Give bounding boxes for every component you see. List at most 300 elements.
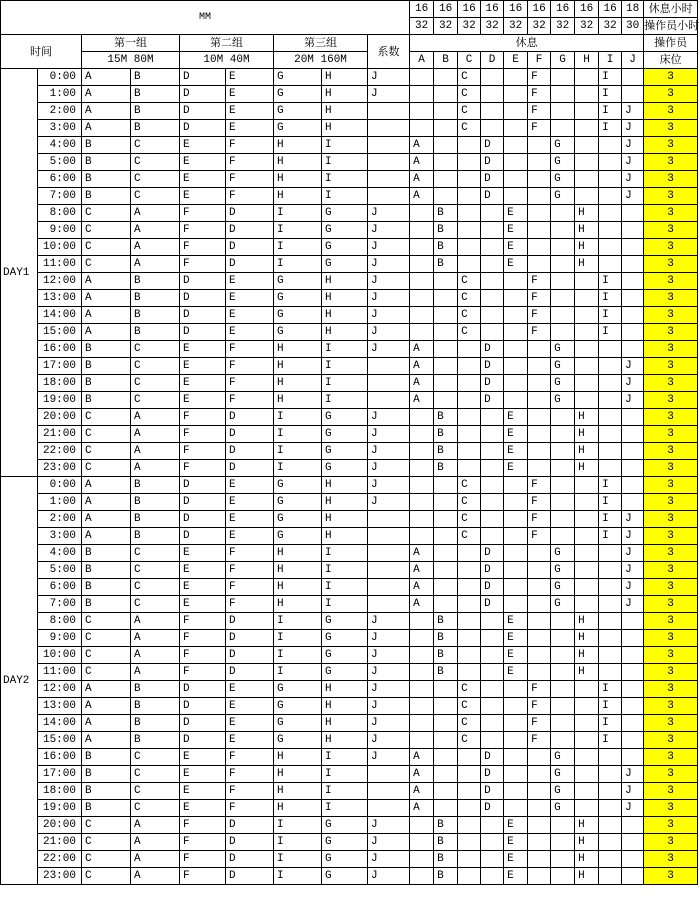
header-row-hours-rest: [1, 1, 698, 18]
group-cell: E: [180, 579, 226, 596]
time-cell: 15:00: [38, 324, 82, 341]
group-1-header: 第一组: [82, 35, 180, 52]
rest-cell: [528, 358, 551, 375]
group-cell: A: [131, 817, 180, 834]
rest-cell: [528, 749, 551, 766]
factor-cell: J: [368, 222, 410, 239]
group-cell: G: [274, 698, 322, 715]
schedule-row: [1, 358, 698, 375]
rest-cell: F: [528, 511, 551, 528]
group-cell: E: [180, 188, 226, 205]
group-cell: C: [131, 749, 180, 766]
rest-cell: J: [622, 511, 644, 528]
rest-cell: D: [481, 375, 504, 392]
group-cell: B: [131, 477, 180, 494]
rest-cell: [481, 715, 504, 732]
rest-cell: [599, 749, 622, 766]
rest-cell: [599, 647, 622, 664]
rest-cell: [504, 579, 528, 596]
group-cell: B: [131, 324, 180, 341]
rest-cell: [551, 868, 575, 885]
rest-cell: [434, 545, 458, 562]
group-cell: D: [180, 69, 226, 86]
group-cell: F: [180, 664, 226, 681]
rest-cell: A: [410, 596, 434, 613]
rest-cell: [458, 256, 481, 273]
rest-cell: [410, 103, 434, 120]
bed-cell: 3: [644, 86, 698, 103]
group-cell: E: [180, 766, 226, 783]
time-cell: 19:00: [38, 392, 82, 409]
group-cell: E: [180, 375, 226, 392]
rest-cell: J: [622, 579, 644, 596]
group-cell: I: [274, 834, 322, 851]
rest-cell: [575, 732, 599, 749]
title-cell: MM: [1, 1, 410, 35]
rest-cell: [434, 715, 458, 732]
rest-cell: [458, 817, 481, 834]
rest-cell: H: [575, 222, 599, 239]
group-cell: B: [131, 511, 180, 528]
rest-cell: A: [410, 545, 434, 562]
group-cell: F: [226, 545, 274, 562]
rest-cell: [599, 358, 622, 375]
group-cell: C: [82, 613, 131, 630]
operator-hours-cell: 32: [504, 18, 528, 35]
header-row-subs: [1, 52, 698, 69]
rest-cell: [434, 69, 458, 86]
rest-cell: [504, 562, 528, 579]
rest-cell: C: [458, 511, 481, 528]
bed-cell: 3: [644, 392, 698, 409]
rest-cell: I: [599, 103, 622, 120]
rest-cell: A: [410, 392, 434, 409]
rest-cell: [434, 290, 458, 307]
group-cell: B: [82, 596, 131, 613]
rest-cell: J: [622, 783, 644, 800]
rest-letter: G: [551, 52, 575, 69]
rest-cell: [528, 137, 551, 154]
group-cell: A: [82, 494, 131, 511]
rest-cell: B: [434, 630, 458, 647]
rest-cell: [622, 749, 644, 766]
group-cell: B: [82, 375, 131, 392]
time-cell: 23:00: [38, 868, 82, 885]
rest-cell: [458, 613, 481, 630]
rest-cell: E: [504, 817, 528, 834]
rest-cell: [434, 596, 458, 613]
group-cell: I: [322, 171, 368, 188]
group-cell: G: [274, 69, 322, 86]
rest-cell: [481, 528, 504, 545]
rest-cell: [622, 290, 644, 307]
group-cell: C: [82, 630, 131, 647]
group-cell: H: [322, 69, 368, 86]
group-cell: E: [226, 732, 274, 749]
group-cell: H: [322, 715, 368, 732]
group-cell: E: [226, 528, 274, 545]
factor-cell: J: [368, 681, 410, 698]
rest-cell: [434, 341, 458, 358]
rest-cell: [481, 103, 504, 120]
rest-cell: G: [551, 545, 575, 562]
group-cell: B: [131, 69, 180, 86]
rest-cell: A: [410, 154, 434, 171]
time-cell: 1:00: [38, 494, 82, 511]
rest-cell: [575, 698, 599, 715]
group-cell: H: [322, 477, 368, 494]
rest-cell: [434, 528, 458, 545]
group-cell: G: [274, 307, 322, 324]
group-cell: B: [131, 732, 180, 749]
rest-hours-cell: 16: [551, 1, 575, 18]
group-cell: A: [131, 443, 180, 460]
group-cell: D: [180, 511, 226, 528]
rest-cell: [434, 749, 458, 766]
rest-cell: [481, 307, 504, 324]
rest-cell: F: [528, 715, 551, 732]
rest-cell: [575, 103, 599, 120]
factor-cell: [368, 579, 410, 596]
factor-cell: J: [368, 290, 410, 307]
bed-cell: 3: [644, 358, 698, 375]
rest-cell: G: [551, 766, 575, 783]
group-cell: I: [274, 460, 322, 477]
group-cell: E: [180, 562, 226, 579]
rest-cell: [504, 681, 528, 698]
time-header: 时间: [1, 35, 82, 69]
rest-cell: [622, 69, 644, 86]
rest-letter: J: [622, 52, 644, 69]
time-cell: 13:00: [38, 698, 82, 715]
rest-cell: [622, 239, 644, 256]
group-cell: A: [131, 647, 180, 664]
rest-cell: [481, 205, 504, 222]
rest-cell: [504, 477, 528, 494]
rest-cell: [551, 256, 575, 273]
rest-cell: [481, 409, 504, 426]
rest-cell: [458, 562, 481, 579]
rest-cell: [434, 732, 458, 749]
time-cell: 10:00: [38, 239, 82, 256]
group-cell: B: [131, 120, 180, 137]
rest-cell: J: [622, 120, 644, 137]
group-cell: F: [180, 222, 226, 239]
group-cell: E: [226, 69, 274, 86]
rest-cell: [434, 511, 458, 528]
group-cell: C: [82, 205, 131, 222]
schedule-row: [1, 562, 698, 579]
rest-cell: E: [504, 409, 528, 426]
rest-cell: [622, 205, 644, 222]
rest-cell: [410, 290, 434, 307]
bed-cell: 3: [644, 834, 698, 851]
schedule-row: [1, 392, 698, 409]
rest-cell: [599, 409, 622, 426]
rest-cell: [481, 647, 504, 664]
rest-cell: [551, 647, 575, 664]
group-cell: E: [180, 154, 226, 171]
schedule-row: [1, 290, 698, 307]
rest-cell: [599, 596, 622, 613]
time-cell: 14:00: [38, 307, 82, 324]
rest-cell: [410, 307, 434, 324]
rest-cell: [551, 477, 575, 494]
group-cell: D: [180, 290, 226, 307]
group-cell: G: [322, 256, 368, 273]
group-cell: H: [322, 511, 368, 528]
rest-cell: [575, 494, 599, 511]
rest-cell: A: [410, 766, 434, 783]
group-cell: F: [226, 375, 274, 392]
rest-cell: [575, 545, 599, 562]
bed-cell: 3: [644, 681, 698, 698]
rest-cell: [575, 273, 599, 290]
factor-cell: J: [368, 256, 410, 273]
rest-cell: [599, 392, 622, 409]
rest-cell: G: [551, 375, 575, 392]
rest-cell: [599, 171, 622, 188]
rest-cell: [458, 222, 481, 239]
header-row-groups: [1, 35, 698, 52]
group-cell: B: [82, 579, 131, 596]
rest-cell: E: [504, 256, 528, 273]
group-cell: B: [131, 273, 180, 290]
rest-header: 休息: [410, 35, 644, 52]
group-cell: F: [226, 596, 274, 613]
rest-cell: J: [622, 154, 644, 171]
group-cell: I: [274, 647, 322, 664]
schedule-row: [1, 426, 698, 443]
rest-cell: E: [504, 613, 528, 630]
group-cell: G: [274, 511, 322, 528]
rest-cell: [481, 817, 504, 834]
group-cell: D: [226, 630, 274, 647]
group-cell: A: [82, 290, 131, 307]
rest-cell: H: [575, 817, 599, 834]
group-cell: D: [226, 817, 274, 834]
rest-cell: [599, 817, 622, 834]
time-cell: 21:00: [38, 834, 82, 851]
rest-cell: [528, 375, 551, 392]
rest-cell: [504, 715, 528, 732]
factor-cell: [368, 137, 410, 154]
schedule-row: [1, 868, 698, 885]
factor-cell: J: [368, 460, 410, 477]
rest-cell: [481, 511, 504, 528]
rest-cell: [599, 154, 622, 171]
rest-cell: B: [434, 460, 458, 477]
rest-cell: [528, 613, 551, 630]
rest-cell: [410, 715, 434, 732]
factor-cell: [368, 120, 410, 137]
rest-cell: [622, 494, 644, 511]
rest-cell: [481, 834, 504, 851]
rest-cell: [504, 392, 528, 409]
rest-cell: [458, 409, 481, 426]
bed-cell: 3: [644, 732, 698, 749]
schedule-row: [1, 256, 698, 273]
rest-cell: [434, 800, 458, 817]
rest-cell: I: [599, 324, 622, 341]
rest-cell: [622, 851, 644, 868]
rest-cell: D: [481, 800, 504, 817]
rest-cell: [528, 222, 551, 239]
rest-cell: C: [458, 715, 481, 732]
factor-cell: [368, 375, 410, 392]
group-cell: A: [131, 851, 180, 868]
group-cell: E: [226, 494, 274, 511]
bed-cell: 3: [644, 783, 698, 800]
rest-cell: [575, 69, 599, 86]
rest-cell: [599, 851, 622, 868]
rest-cell: [481, 698, 504, 715]
group-cell: A: [131, 868, 180, 885]
group-cell: F: [180, 630, 226, 647]
rest-cell: [504, 120, 528, 137]
rest-cell: [551, 103, 575, 120]
time-cell: 4:00: [38, 137, 82, 154]
rest-cell: [575, 766, 599, 783]
time-cell: 5:00: [38, 154, 82, 171]
schedule-row: [1, 171, 698, 188]
bed-header: 床位: [644, 52, 698, 69]
rest-cell: G: [551, 154, 575, 171]
rest-cell: F: [528, 103, 551, 120]
schedule-row: [1, 375, 698, 392]
group-cell: E: [226, 477, 274, 494]
rest-cell: A: [410, 171, 434, 188]
rest-cell: [551, 494, 575, 511]
rest-cell: [410, 120, 434, 137]
group-1-sub: 15M 80M: [82, 52, 180, 69]
rest-cell: [481, 86, 504, 103]
rest-cell: [504, 596, 528, 613]
rest-cell: [599, 137, 622, 154]
rest-cell: [458, 188, 481, 205]
group-cell: E: [226, 698, 274, 715]
group-cell: B: [82, 341, 131, 358]
group-cell: E: [180, 392, 226, 409]
rest-cell: [458, 341, 481, 358]
rest-cell: [410, 86, 434, 103]
group-cell: E: [226, 681, 274, 698]
group-cell: H: [322, 103, 368, 120]
rest-cell: E: [504, 834, 528, 851]
group-cell: C: [82, 443, 131, 460]
group-cell: D: [226, 239, 274, 256]
group-cell: H: [274, 766, 322, 783]
rest-cell: E: [504, 630, 528, 647]
rest-cell: D: [481, 596, 504, 613]
group-cell: G: [322, 834, 368, 851]
rest-cell: D: [481, 749, 504, 766]
group-cell: B: [131, 494, 180, 511]
rest-cell: [551, 409, 575, 426]
rest-cell: D: [481, 392, 504, 409]
rest-cell: H: [575, 647, 599, 664]
rest-cell: [481, 120, 504, 137]
group-cell: A: [131, 256, 180, 273]
group-cell: C: [82, 256, 131, 273]
factor-cell: J: [368, 834, 410, 851]
factor-cell: [368, 783, 410, 800]
group-cell: D: [180, 307, 226, 324]
group-cell: E: [226, 86, 274, 103]
group-cell: H: [274, 562, 322, 579]
schedule-row: [1, 137, 698, 154]
group-cell: G: [322, 630, 368, 647]
group-cell: H: [274, 596, 322, 613]
group-cell: C: [82, 239, 131, 256]
schedule-body: [1, 69, 698, 885]
rest-cell: B: [434, 222, 458, 239]
rest-cell: [575, 290, 599, 307]
rest-cell: [575, 86, 599, 103]
group-cell: B: [82, 749, 131, 766]
group-cell: C: [131, 562, 180, 579]
rest-cell: I: [599, 698, 622, 715]
rest-cell: [551, 307, 575, 324]
time-cell: 9:00: [38, 630, 82, 647]
bed-cell: 3: [644, 868, 698, 885]
rest-hours-cell: 16: [458, 1, 481, 18]
rest-cell: [410, 69, 434, 86]
rest-cell: [410, 477, 434, 494]
rest-cell: [575, 783, 599, 800]
rest-cell: F: [528, 86, 551, 103]
rest-cell: [458, 137, 481, 154]
rest-cell: [410, 868, 434, 885]
schedule-row: [1, 783, 698, 800]
rest-cell: [458, 783, 481, 800]
rest-cell: [410, 698, 434, 715]
rest-cell: [575, 324, 599, 341]
time-cell: 7:00: [38, 188, 82, 205]
group-cell: A: [82, 69, 131, 86]
rest-cell: [481, 613, 504, 630]
rest-cell: [575, 375, 599, 392]
rest-cell: I: [599, 494, 622, 511]
group-cell: I: [274, 664, 322, 681]
rest-cell: [458, 154, 481, 171]
rest-cell: B: [434, 647, 458, 664]
rest-cell: D: [481, 766, 504, 783]
group-cell: B: [131, 681, 180, 698]
group-cell: D: [180, 715, 226, 732]
bed-cell: 3: [644, 460, 698, 477]
bed-cell: 3: [644, 613, 698, 630]
rest-cell: [528, 630, 551, 647]
rest-cell: B: [434, 817, 458, 834]
rest-cell: I: [599, 715, 622, 732]
rest-cell: [599, 375, 622, 392]
group-cell: F: [180, 205, 226, 222]
group-cell: H: [274, 392, 322, 409]
group-cell: B: [82, 783, 131, 800]
rest-cell: [575, 358, 599, 375]
rest-cell: D: [481, 188, 504, 205]
schedule-row: [1, 749, 698, 766]
group-cell: G: [322, 222, 368, 239]
rest-cell: F: [528, 477, 551, 494]
group-cell: D: [226, 256, 274, 273]
schedule-row: [1, 579, 698, 596]
group-cell: H: [274, 783, 322, 800]
rest-cell: J: [622, 596, 644, 613]
time-cell: 7:00: [38, 596, 82, 613]
group-cell: H: [322, 732, 368, 749]
